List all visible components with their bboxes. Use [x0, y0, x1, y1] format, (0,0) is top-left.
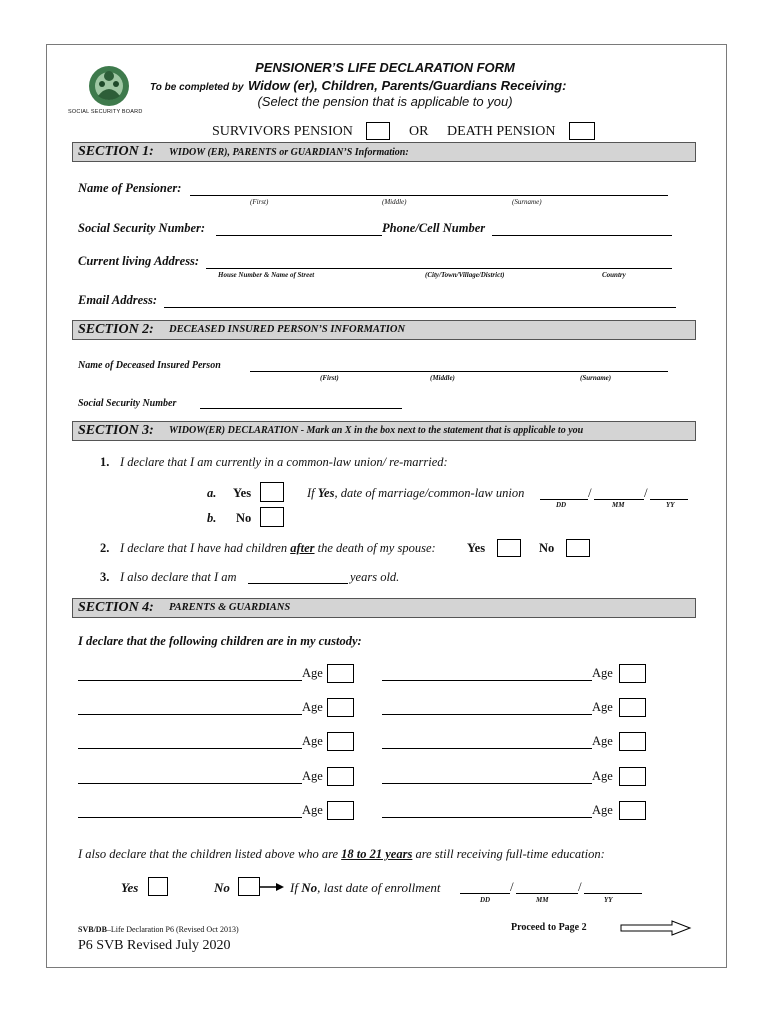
section-2-title: DECEASED INSURED PERSON’S INFORMATION [169, 324, 406, 335]
deceased-name-label: Name of Deceased Insured Person [78, 360, 221, 371]
enrollment-dd-input[interactable] [460, 893, 510, 894]
deceased-ssn-label: Social Security Number [78, 398, 177, 409]
or-label: OR [409, 124, 429, 139]
section-4-number: SECTION 4: [78, 600, 154, 615]
section-4-header [72, 598, 696, 618]
marriage-date-dd-input[interactable] [540, 499, 588, 500]
age-label: Age [302, 769, 323, 783]
age-label: Age [302, 666, 323, 680]
age-label: Age [592, 769, 613, 783]
section-3-header [72, 421, 696, 441]
child-age-box[interactable] [619, 698, 646, 717]
pensioner-name-input[interactable] [190, 195, 668, 196]
q1-yes-label: Yes [233, 486, 252, 500]
age-input[interactable] [248, 583, 348, 584]
pensioner-first-hint: (First) [250, 198, 269, 206]
section-4-title: PARENTS & GUARDIANS [169, 602, 291, 613]
enroll-dd-hint: DD [480, 896, 491, 904]
pensioner-middle-hint: (Middle) [382, 198, 407, 206]
child-name-input[interactable] [78, 680, 302, 681]
education-yes-checkbox[interactable] [148, 877, 168, 896]
form-subtitle: To be completed by Widow (er), Children, Parents/Guardians Receiving: [150, 78, 567, 93]
q1-no-checkbox[interactable] [260, 507, 284, 527]
age-label: Age [592, 734, 613, 748]
section-2-number: SECTION 2: [78, 322, 154, 337]
q3-number: 3. [100, 570, 110, 584]
form-title: PENSIONER’S LIFE DECLARATION FORM [255, 60, 515, 75]
custody-label: I declare that the following children are in my custody: [78, 634, 362, 648]
form-instruction: (Select the pension that is applicable to you) [257, 94, 513, 109]
phone-label: Phone/Cell Number [382, 221, 486, 235]
education-statement: I also declare that the children listed above who are 18 to 21 years are still receiving full-time education: [78, 847, 605, 861]
enroll-mm-hint: MM [536, 896, 549, 904]
marriage-date-mm-input[interactable] [594, 499, 644, 500]
deceased-first-hint: (First) [320, 374, 339, 382]
q1-option-b-label: b. [207, 511, 217, 525]
pensioner-name-label: Name of Pensioner: [78, 181, 182, 195]
pensioner-ssn-input[interactable] [216, 235, 382, 236]
child-age-box[interactable] [619, 801, 646, 820]
logo-caption: SOCIAL SECURITY BOARD [68, 109, 143, 115]
child-age-box[interactable] [619, 732, 646, 751]
proceed-to-page-2: Proceed to Page 2 [511, 922, 587, 933]
deceased-name-input[interactable] [250, 371, 668, 372]
q1-option-a-label: a. [207, 486, 217, 500]
pensioner-surname-hint: (Surname) [512, 198, 542, 206]
child-name-input[interactable] [382, 817, 592, 818]
death-pension-label: DEATH PENSION [447, 124, 556, 139]
child-name-input[interactable] [78, 748, 302, 749]
age-label: Age [302, 803, 323, 817]
address-city-hint: (City/Town/Village/District) [425, 271, 505, 279]
section-1-title: WIDOW (ER), PARENTS or GUARDIAN’S Information: [169, 147, 409, 158]
survivors-pension-checkbox[interactable] [366, 122, 390, 140]
education-no-label: No [214, 880, 230, 895]
q1-number: 1. [100, 455, 110, 469]
q1-text: I declare that I am currently in a common-law union/ re-married: [120, 455, 448, 469]
death-pension-checkbox[interactable] [569, 122, 595, 140]
child-name-input[interactable] [78, 817, 302, 818]
q2-yes-label: Yes [467, 541, 486, 555]
deceased-surname-hint: (Surname) [580, 374, 612, 382]
education-no-checkbox[interactable] [238, 877, 260, 896]
age-label: Age [302, 700, 323, 714]
section-1-number: SECTION 1: [78, 144, 154, 159]
age-label: Age [592, 700, 613, 714]
q2-yes-checkbox[interactable] [497, 539, 521, 557]
survivors-pension-label: SURVIVORS PENSION [212, 124, 353, 139]
child-name-input[interactable] [382, 680, 592, 681]
child-age-box[interactable] [619, 664, 646, 683]
address-house-hint: House Number & Name of Street [218, 271, 315, 279]
date-slash-1: / [588, 485, 592, 500]
marriage-mm-hint: MM [612, 501, 625, 509]
address-label: Current living Address: [78, 254, 200, 268]
form-code: SVB/DB–Life Declaration P6 (Revised Oct 2013) [78, 925, 239, 934]
date-slash-2: / [644, 485, 648, 500]
enroll-slash-2: / [578, 879, 582, 894]
age-label: Age [592, 666, 613, 680]
q1-no-label: No [236, 511, 252, 525]
child-age-box[interactable] [327, 698, 354, 717]
arrow-right-icon [260, 882, 284, 892]
q3-text-post: years old. [350, 570, 400, 584]
phone-input[interactable] [492, 235, 672, 236]
enrollment-mm-input[interactable] [516, 893, 578, 894]
enroll-yy-hint: YY [604, 896, 613, 904]
child-name-input[interactable] [382, 748, 592, 749]
child-age-box[interactable] [327, 767, 354, 786]
section-1-header [72, 142, 696, 162]
child-age-box[interactable] [327, 664, 354, 683]
child-age-box[interactable] [327, 732, 354, 751]
deceased-middle-hint: (Middle) [430, 374, 455, 382]
section-2-header [72, 320, 696, 340]
child-name-input[interactable] [382, 783, 592, 784]
section-3-number: SECTION 3: [78, 423, 154, 438]
q2-no-label: No [539, 541, 555, 555]
address-input[interactable] [206, 268, 672, 269]
if-no-text: If No, last date of enrollment [290, 880, 441, 895]
child-age-box[interactable] [327, 801, 354, 820]
enrollment-yy-input[interactable] [584, 893, 642, 894]
deceased-ssn-input[interactable] [200, 408, 402, 409]
q3-text-pre: I also declare that I am [120, 570, 237, 584]
q2-no-checkbox[interactable] [566, 539, 590, 557]
child-name-input[interactable] [382, 714, 592, 715]
pensioner-ssn-label: Social Security Number: [78, 221, 206, 235]
q1-if-yes-text: If Yes, date of marriage/common-law union [307, 486, 525, 500]
child-name-input[interactable] [78, 714, 302, 715]
next-page-arrow-icon[interactable] [620, 920, 692, 936]
revision-note: P6 SVB Revised July 2020 [78, 938, 231, 953]
marriage-yy-hint: YY [666, 501, 675, 509]
email-input[interactable] [164, 307, 676, 308]
email-label: Email Address: [78, 293, 158, 307]
q2-text: I declare that I have had children after the death of my spouse: [120, 541, 436, 555]
child-name-input[interactable] [78, 783, 302, 784]
q1-yes-checkbox[interactable] [260, 482, 284, 502]
address-country-hint: Country [602, 271, 626, 279]
marriage-dd-hint: DD [556, 501, 567, 509]
education-yes-label: Yes [121, 880, 139, 895]
age-label: Age [302, 734, 323, 748]
section-3-title: WIDOW(ER) DECLARATION - Mark an X in the box next to the statement that is applicable to you [169, 425, 584, 436]
q2-number: 2. [100, 541, 110, 555]
age-label: Age [592, 803, 613, 817]
enroll-slash-1: / [510, 879, 514, 894]
marriage-date-yy-input[interactable] [650, 499, 688, 500]
child-age-box[interactable] [619, 767, 646, 786]
